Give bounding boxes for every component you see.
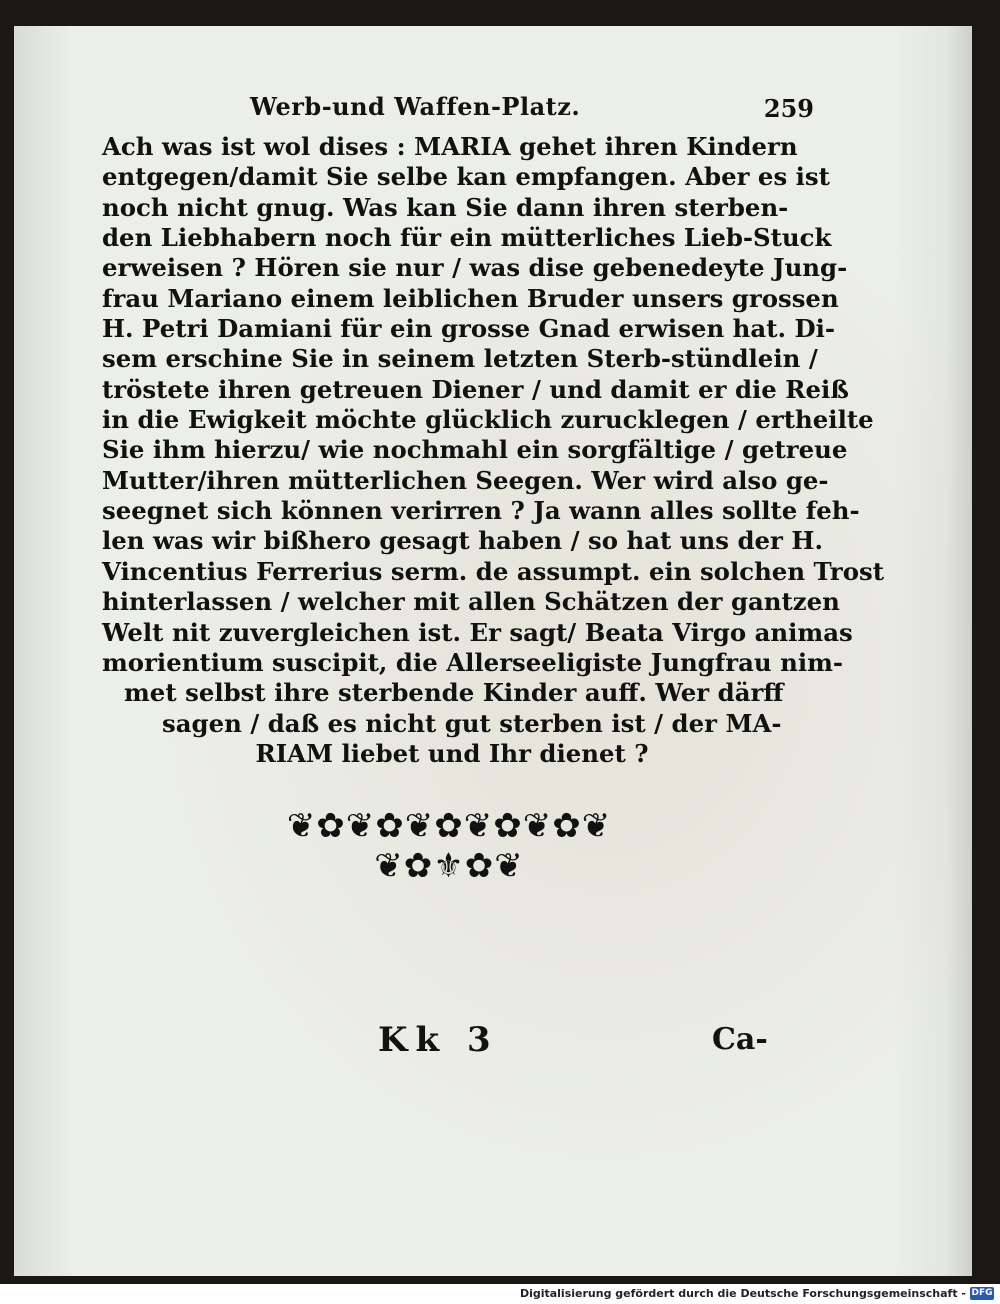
running-head: Werb-und Waffen-Platz. <box>250 92 581 121</box>
text-line: morientium suscipit, die Allerseeligiste Jungfrau nim- <box>102 647 844 677</box>
text-line: seegnet sich können verirren ? Ja wann alles sollte feh- <box>102 496 860 526</box>
digitization-credit: Digitalisierung gefördert durch die Deutsche Forschungsgemeinschaft - <box>519 1287 966 1300</box>
dfg-logo: DFG <box>971 1288 993 1298</box>
ornament-row: ❦✿❦✿❦✿❦✿❦✿❦ <box>286 806 612 846</box>
text-line: H. Petri Damiani für ein grosse Gnad erwisen hat. Di- <box>102 314 835 344</box>
catchword: Ca- <box>712 1022 768 1057</box>
text-line: in die Ewigkeit möchte glücklich zurucklegen / ertheilte <box>102 405 874 435</box>
signature-mark: Kk 3 <box>378 1020 499 1060</box>
text-line: Mutter/ihren mütterlichen Seegen. Wer wird also ge- <box>102 465 829 495</box>
printer-ornament <box>266 806 632 886</box>
text-line: hinterlassen / welcher mit allen Schätzen der gantzen <box>102 587 840 617</box>
text-line: len was wir bißhero gesagt haben / so hat uns der H. <box>102 526 823 556</box>
text-line: met selbst ihre sterbende Kinder auff. Wer därff <box>124 678 784 708</box>
text-line: Welt nit zuvergleichen ist. Er sagt/ Beata Virgo animas <box>102 617 853 647</box>
page-number: 259 <box>763 94 814 123</box>
text-line: Ach was ist wol dises : MARIA gehet ihren Kindern <box>102 132 798 161</box>
text-line: tröstete ihren getreuen Diener / und damit er die Reiß <box>102 374 849 404</box>
text-line: Vincentius Ferrerius serm. de assumpt. ein solchen Trost <box>102 556 885 586</box>
text-line: Sie ihm hierzu/ wie nochmahl ein sorgfältige / getreue <box>102 435 848 465</box>
text-line: erweisen ? Hören sie nur / was dise gebenedeyte Jung- <box>102 253 848 283</box>
body-text <box>102 132 885 769</box>
text-line: sagen / daß es nicht gut sterben ist / der MA- <box>162 708 782 738</box>
text-line: noch nicht gnug. Was kan Sie dann ihren sterben- <box>102 192 789 222</box>
text-line: entgegen/damit Sie selbe kan empfangen. Aber es ist <box>102 162 830 192</box>
text-line: sem erschine Sie in seinem letzten Sterb-stündlein / <box>102 344 818 374</box>
page-shadow <box>946 26 972 1276</box>
text-line: den Liebhabern noch für ein mütterliches Lieb-Stuck <box>102 223 832 253</box>
text-line: frau Mariano einem leiblichen Bruder unsers grossen <box>102 283 839 313</box>
text-line-last: RIAM liebet und Ihr dienet ? <box>255 738 649 768</box>
ornament-row: ❦✿⚜✿❦ <box>374 846 524 886</box>
